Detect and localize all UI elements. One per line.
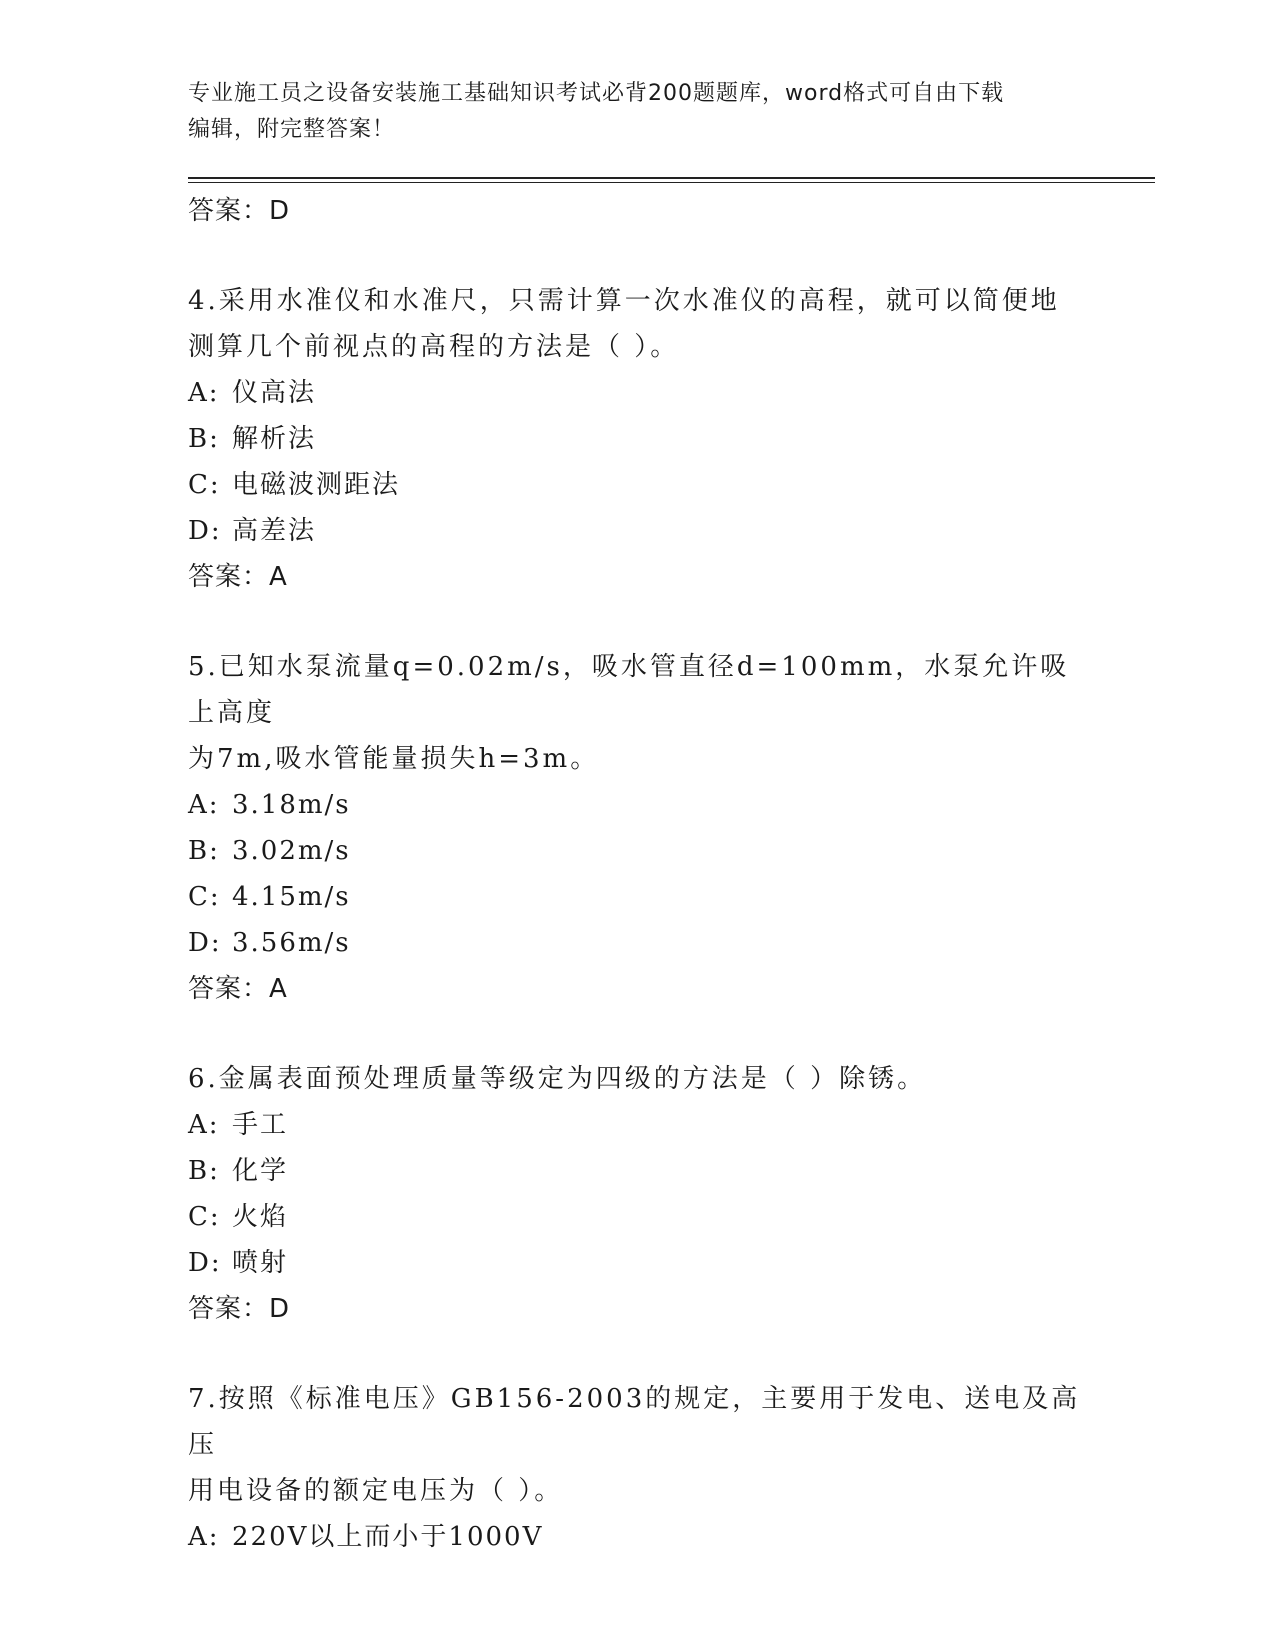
header-divider-thick [188, 177, 1155, 179]
option-text: 4.15m/s [232, 882, 351, 912]
question-block-6 [188, 1056, 1088, 1332]
question-text: 7.按照《标准电压》GB156-2003的规定，主要用于发电、送电及高压 [188, 1384, 1081, 1460]
answer-line: 答案：D [188, 196, 291, 226]
option-key: A: [188, 1522, 220, 1552]
question-content [188, 188, 1088, 1560]
answer-line: 答案：A [188, 562, 288, 592]
option-b [188, 416, 1088, 462]
option-key: C: [188, 882, 221, 912]
question-text: 为7m,吸水管能量损失h=3m。 [188, 744, 600, 774]
option-text: 火焰 [232, 1202, 289, 1232]
option-key: C: [188, 1202, 221, 1232]
option-b [188, 1148, 1088, 1194]
answer-line: 答案：D [188, 1294, 291, 1324]
option-key: D: [188, 1248, 222, 1278]
option-key: A: [188, 790, 220, 820]
header-divider-thin [188, 182, 1155, 183]
question-block-7 [188, 1376, 1088, 1560]
option-key: A: [188, 1110, 220, 1140]
option-text: 解析法 [232, 424, 317, 454]
option-a [188, 370, 1088, 416]
option-key: B: [188, 836, 220, 866]
option-text: 3.18m/s [232, 790, 351, 820]
header-title-line-1: 专业施工员之设备安装施工基础知识考试必背200题题库，word格式可自由下载 [188, 81, 1005, 106]
header-title-line-2: 编辑，附完整答案！ [188, 117, 396, 142]
question-text: 4.采用水准仪和水准尺，只需计算一次水准仪的高程，就可以简便地 [188, 286, 1060, 316]
option-text: 手工 [232, 1110, 289, 1140]
option-a [188, 1102, 1088, 1148]
option-text: 电磁波测距法 [232, 470, 401, 500]
option-d [188, 920, 1088, 966]
question-block-5 [188, 644, 1088, 1012]
option-d [188, 1240, 1088, 1286]
option-key: A: [188, 378, 220, 408]
option-text: 化学 [232, 1156, 289, 1186]
option-d [188, 508, 1088, 554]
question-text: 6.金属表面预处理质量等级定为四级的方法是（ ）除锈。 [188, 1064, 927, 1094]
option-text: 220V以上而小于1000V [232, 1522, 544, 1552]
option-key: B: [188, 424, 220, 454]
option-key: D: [188, 928, 222, 958]
option-a [188, 782, 1088, 828]
option-text: 3.02m/s [232, 836, 351, 866]
document-header [188, 76, 1068, 148]
answer-line: 答案：A [188, 974, 288, 1004]
option-c [188, 1194, 1088, 1240]
question-text: 5.已知水泵流量q=0.02m/s，吸水管直径d=100mm，水泵允许吸上高度 [188, 652, 1070, 728]
question-text: 用电设备的额定电压为（ ）。 [188, 1476, 564, 1506]
question-block-4 [188, 278, 1088, 600]
option-c [188, 874, 1088, 920]
option-text: 3.56m/s [232, 928, 351, 958]
option-text: 仪高法 [232, 378, 317, 408]
option-key: C: [188, 470, 221, 500]
option-b [188, 828, 1088, 874]
option-key: D: [188, 516, 222, 546]
option-text: 高差法 [232, 516, 317, 546]
option-key: B: [188, 1156, 220, 1186]
option-text: 喷射 [232, 1248, 289, 1278]
option-a [188, 1514, 1088, 1560]
question-text: 测算几个前视点的高程的方法是（ ）。 [188, 332, 680, 362]
option-c [188, 462, 1088, 508]
